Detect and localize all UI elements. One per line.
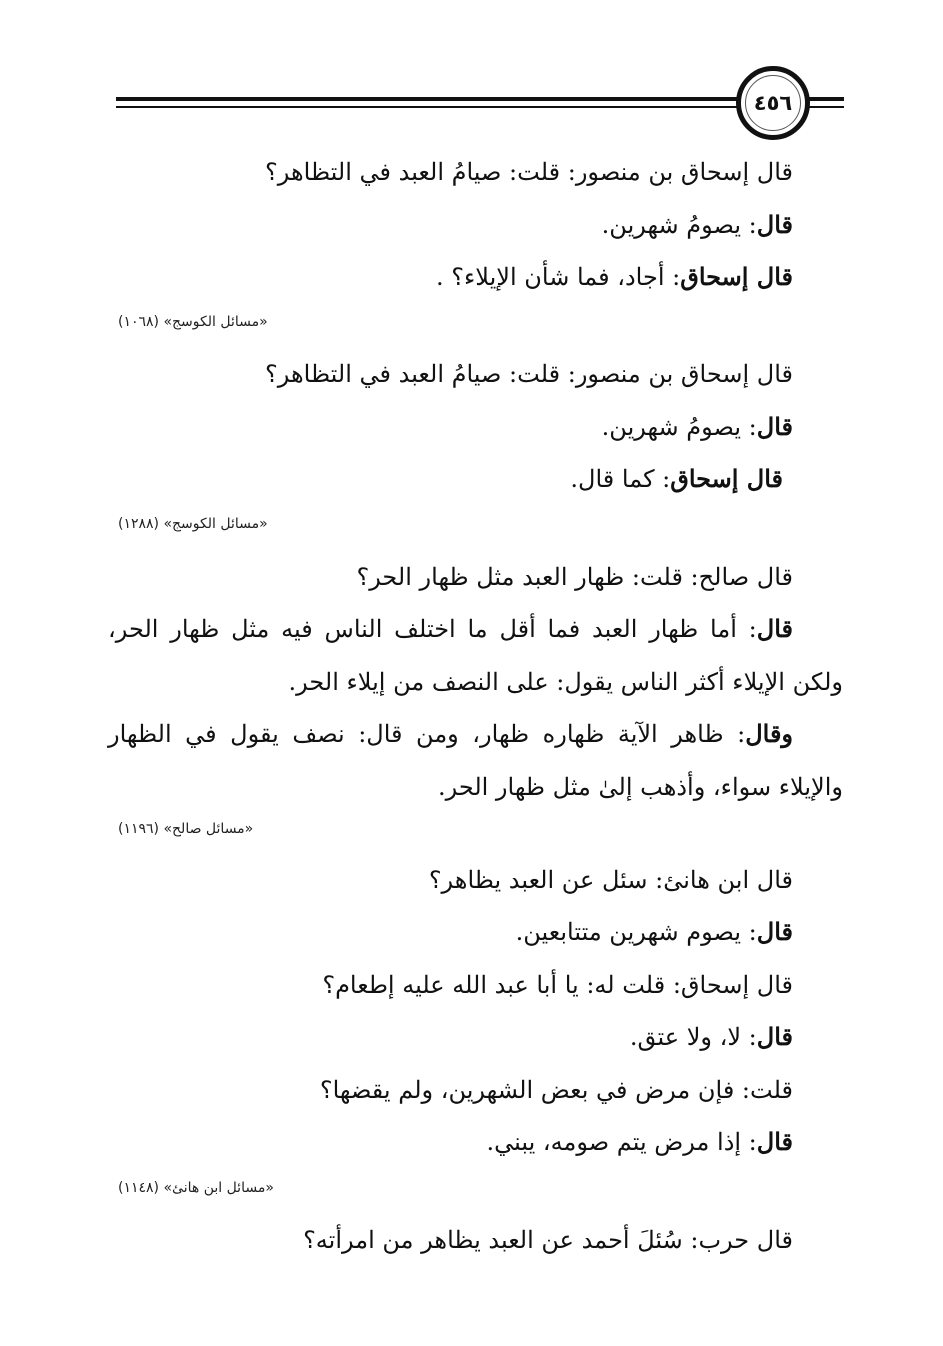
text-line <box>486 1125 793 1159</box>
line-text: ولكن الإيلاء أكثر الناس يقول: على النصف من إيلاء الحر. <box>288 668 843 696</box>
text-line <box>570 462 783 496</box>
line-text: : لا، ولا عتق. <box>629 1023 757 1051</box>
text-line <box>108 612 793 646</box>
line-text: والإيلاء سواء، وأذهب إلىٰ مثل ظهار الحر. <box>437 773 843 801</box>
source-citation: «مسائل الكوسج» (١٢٨٨) <box>118 516 268 532</box>
text-line <box>602 208 793 242</box>
speaker-label: قال إسحاق <box>680 262 793 291</box>
line-text: قال إسحاق بن منصور: قلت: صيامُ العبد في التظاهر؟ <box>265 158 793 186</box>
line-text: : يصومُ شهرين. <box>601 413 757 441</box>
speaker-label: وقال <box>745 719 793 748</box>
line-text: : إذا مرض يتم صومه، يبني. <box>486 1128 757 1156</box>
header-rule <box>806 106 844 108</box>
text-line <box>320 1073 793 1107</box>
text-line <box>429 863 793 897</box>
text-line <box>322 968 793 1002</box>
text-line <box>108 717 793 751</box>
text-line <box>356 560 793 594</box>
text-line <box>602 410 793 444</box>
line-text: : يصوم شهرين متتابعين. <box>515 918 757 946</box>
line-text: قال حرب: سُئلَ أحمد عن العبد يظاهر من امرأته؟ <box>303 1226 793 1254</box>
text-line <box>630 1020 793 1054</box>
line-text: : أما ظهار العبد فما أقل ما اختلف الناس فيه مثل ظهار الحر، <box>108 615 757 643</box>
line-text: قال إسحاق بن منصور: قلت: صيامُ العبد في التظاهر؟ <box>265 360 793 388</box>
speaker-label: قال <box>756 412 793 441</box>
header-rule <box>116 106 738 108</box>
line-text: : أجاد، فما شأن الإيلاء؟ . <box>436 263 681 291</box>
source-citation: «مسائل الكوسج» (١٠٦٨) <box>118 314 268 330</box>
text-line <box>303 1223 793 1257</box>
speaker-label: قال <box>756 614 793 643</box>
source-citation: «مسائل صالح» (١١٩٦) <box>118 821 254 837</box>
speaker-label: قال <box>756 1127 793 1156</box>
line-text: : ظاهر الآية ظهاره ظهار، ومن قال: نصف يقول في الظهار <box>108 720 746 748</box>
text-line <box>265 357 793 391</box>
line-text: : كما قال. <box>570 465 671 493</box>
text-line <box>436 260 793 294</box>
text-line <box>265 155 793 189</box>
speaker-label: قال إسحاق <box>670 464 783 493</box>
line-text: قال إسحاق: قلت له: يا أبا عبد الله عليه إطعام؟ <box>322 971 793 999</box>
speaker-label: قال <box>756 917 793 946</box>
page-number: ٤٥٦ <box>745 75 801 131</box>
text-line <box>108 770 843 804</box>
header-rule <box>116 97 738 101</box>
line-text: : يصومُ شهرين. <box>601 211 757 239</box>
text-line <box>516 915 793 949</box>
page-number-badge <box>736 66 810 140</box>
speaker-label: قال <box>756 210 793 239</box>
source-citation: «مسائل ابن هانئ» (١١٤٨) <box>118 1180 274 1196</box>
line-text: قلت: فإن مرض في بعض الشهرين، ولم يقضها؟ <box>319 1076 793 1104</box>
header-rule <box>806 97 844 101</box>
line-text: قال صالح: قلت: ظهار العبد مثل ظهار الحر؟ <box>356 563 793 591</box>
text-line <box>108 665 843 699</box>
line-text: قال ابن هانئ: سئل عن العبد يظاهر؟ <box>428 866 793 894</box>
speaker-label: قال <box>756 1022 793 1051</box>
